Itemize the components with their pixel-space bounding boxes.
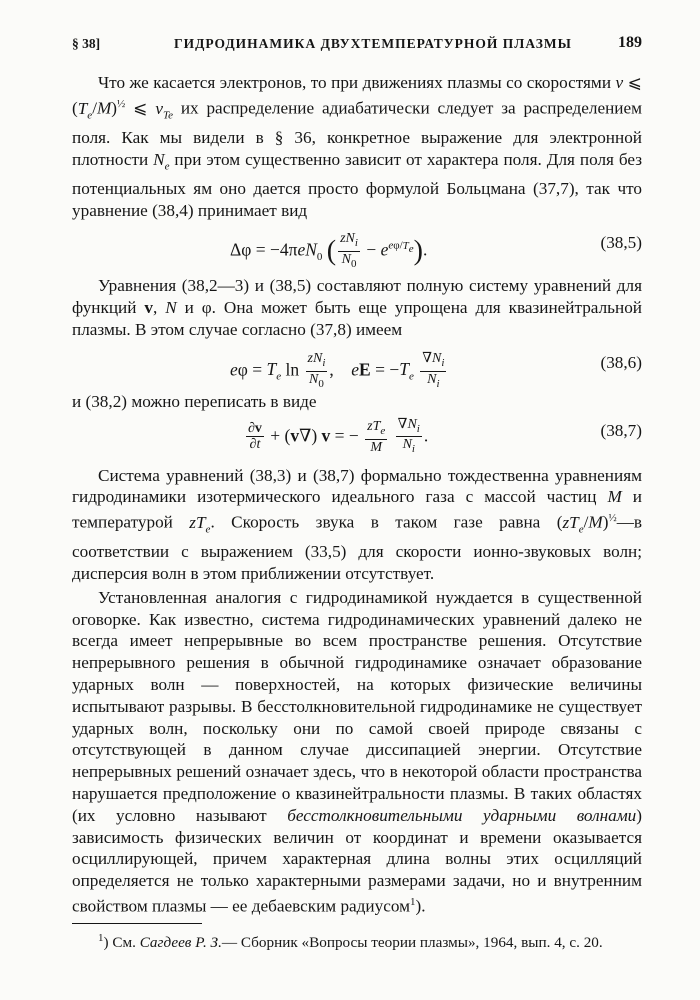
page <box>72 30 642 952</box>
paragraph-rewrite: и (38,2) можно переписать в виде <box>72 391 317 411</box>
footnote: $^1$) См. Сагдеев Р. З.— Сборник «Вопросы теории плазмы», 1964, вып. 4, с. 20. <box>98 932 603 952</box>
paragraph-system: Уравнения (38,2—3) и (38,5) составляют полную систему уравнений для функций v, N и φ. Она может быть еще упрощена для квазинейтральной плазмы. В этом случае согласно (37,8) имеем <box>72 276 642 339</box>
footnote-rule <box>72 923 202 924</box>
equation-38-7: $\frac{\partial v}{\partial t}$ + (v∇) v = − $\frac{zT_e}{M}$ $\frac{\nabla N_i}{N_i}$ . (38,7) <box>248 416 642 456</box>
equation-number: (38,7) <box>600 420 642 440</box>
paragraph-analogy: Система уравнений (38,3) и (38,7) формально тождественна уравнениям гидродинамики изотермического идеального газа с массой частиц M и температурой $zT_e$. Скорость звука в таком газе равна $(zT_e/M)^{\frac{1}{2}}—в$ соответствии с выражением (33,5) для скорости ионно-звуковых волн; дисперсия волн в этом приближении отсутствует. <box>72 465 642 583</box>
equation-number: (38,5) <box>600 233 642 253</box>
equation-38-5: Δφ = −4πeN$_0$ ( $\frac{zN_i}{N_0}$ − $e^{e\varphi/Te}$). (38,5) <box>230 231 642 270</box>
paragraph-shock-waves: Установленная аналогия с гидродинамикой нуждается в существенной оговорке. Как известно, система гидродинамических уравнений далеко не всегда имеет непрерывные во всем пространстве решения. Отсутствие непрерывного решения в обычной гидродинамике означает образование ударных волн — поверхностей, на которых физические величины испытывают разрывы. В бесстолкновительной гидродинамике не существует ударных волн, поскольку они по самой своей природе связаны с отсутствующей в данном случае диссипацией энергии. Отсутствие непрерывных решений означает здесь, что в некоторой области пространства нарушается предположение о квазинейтральности плазмы. В таких областях (их условно называют бесстолкновительными ударными волнами) зависимость физических величин от координат и времени оказывается осциллирующей, причем характерная длина волны этих осцилляций определяется не только характерными размерами задачи, но и внутренним свойством плазмы — ее дебаевским радиусом$^1$). <box>72 587 643 916</box>
header-section: § 38] <box>72 36 101 51</box>
running-header <box>72 30 642 58</box>
equation-number: (38,6) <box>600 352 642 372</box>
paragraph-electrons: Что же касается электронов, то при движениях плазмы со скоростями v ⩽ $(T_e/M)^{\frac{1}{2}}$ ⩽ $v_{Te}$ их распределение адиабатически следует за распределением поля. Как мы видели в § 36, конкретное выражение для электронной плотности $N_e$ при этом существенно зависит от характера поля. Для поля без потенциальных ям оно дается просто формулой Больцмана (37,7), так что уравнение (38,4) принимает вид <box>72 73 642 220</box>
header-title: ГИДРОДИНАМИКА ДВУХТЕМПЕРАТУРНОЙ ПЛАЗМЫ <box>174 36 572 51</box>
equation-38-6: $e\varphi = T_e$ ln $\frac{zN_i}{N_0}$ , eE = $-T_e$ $\frac{\nabla N_i}{N_i}$ (38,6) <box>230 350 642 390</box>
page-number: 189 <box>618 34 642 51</box>
